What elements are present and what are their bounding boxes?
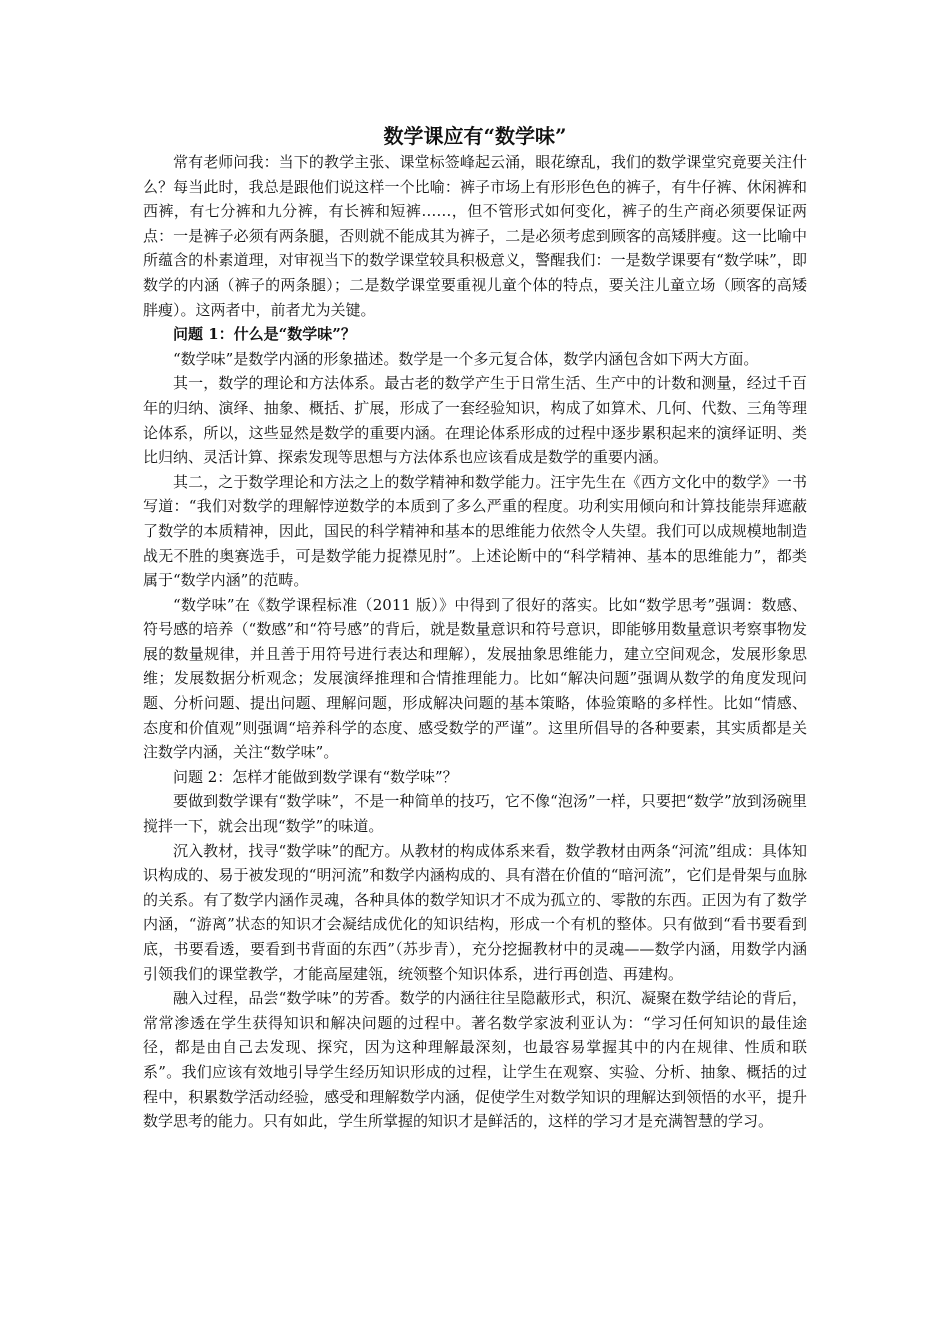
- question-2-heading: 问题 2：怎样才能做到数学课有“数学味”？: [173, 767, 458, 786]
- intro-paragraph: 常有老师问我：当下的教学主张、课堂标签峰起云涌，眼花缭乱，我们的数学课堂究竟要关注什么？每当此时，我总是跟他们说这样一个比喻：裤子市场上有形形色色的裤子，有牛仔裤、休闲裤和西裤，有七分裤和九分裤，有长裤和短裤……，但不管形式如何变化，裤子的生产商必须要保证两点：一是裤子必须有两条腿，否则就不能成其为裤子，二是必须考虑到顾客的高矮胖瘦。这一比喻中所蕴含的朴素道理，对审视当下的数学课堂较具积极意义，警醒我们：一是数学课要有“数学味”，即数学的内涵（裤子的两条腿）；二是数学课堂要重视儿童个体的特点，要关注儿童立场（顾客的高矮胖瘦）。这两者中，前者尤为关键。: [143, 153, 807, 319]
- approach-paragraph: 要做到数学课有“数学味”，不是一种简单的技巧，它不像“泡汤”一样，只要把“数学”放到汤碗里搅拌一下，就会出现“数学”的味道。: [143, 792, 807, 836]
- article-body: [143, 122, 807, 1134]
- process-paragraph: 融入过程，品尝“数学味”的芳香。数学的内涵往往呈隐蔽形式，积沉、凝聚在数学结论的背后，常常渗透在学生获得知识和解决问题的过程中。著名数学家波利亚认为：“学习任何知识的最佳途径，都是由自己去发现、探究，因为这种理解最深刻，也最容易掌握其中的内在规律、性质和联系”。我们应该有效地引导学生经历知识形成的过程，让学生在观察、实验、分析、抽象、概括的过程中，积累数学活动经验，感受和理解数学内涵，促使学生对数学知识的理解达到领悟的水平，提升数学思考的能力。只有如此，学生所掌握的知识才是鲜活的，这样的学习才是充满智慧的学习。: [143, 989, 807, 1131]
- question-1-heading: 问题 1：什么是“数学味”？: [173, 325, 356, 344]
- standard-paragraph: “数学味”在《数学课程标准（2011 版）》中得到了很好的落实。比如“数学思考”强调：数感、符号感的培养（“数感”和“符号感”的背后，就是数量意识和符号意识，即能够用数量意识考察事物发展的数量规律，并且善于用符号进行表达和理解），发展抽象思维能力，建立空间观念，发展形象思维；发展数据分析观念；发展演绎推理和合情推理能力。比如“解决问题”强调从数学的角度发现问题、分析问题、提出问题、理解问题，形成解决问题的基本策略，体验策略的多样性。比如“情感、态度和价值观”则强调“培养科学的态度、感受数学的严谨”。这里所倡导的各种要素，其实质都是关注数学内涵，关注“数学味”。: [143, 595, 807, 762]
- textbook-paragraph: 沉入教材，找寻“数学味”的配方。从教材的构成体系来看，数学教材由两条“河流”组成：具体知识构成的、易于被发现的“明河流”和数学内涵构成的、具有潜在价值的“暗河流”，它们是骨架与血脉的关系。有了数学内涵作灵魂，各种具体的数学知识才不成为孤立的、零散的东西。正因为有了数学内涵，“游离”状态的知识才会凝结成优化的知识结构，形成一个有机的整体。只有做到“看书要看到底，书要看透，要看到书背面的东西”（苏步青），充分挖掘教材中的灵魂——数学内涵，用数学内涵引领我们的课堂教学，才能高屋建瓴，统领整个知识体系，进行再创造、再建构。: [143, 841, 807, 983]
- theory-paragraph: 其一，数学的理论和方法体系。最古老的数学产生于日常生活、生产中的计数和测量，经过千百年的归纳、演绎、抽象、概括、扩展，形成了一套经验知识，构成了如算术、几何、代数、三角等理论体系，所以，这些显然是数学的重要内涵。在理论体系形成的过程中逐步累积起来的演绎证明、类比归纳、灵活计算、探索发现等思想与方法体系也应该看成是数学的重要内涵。: [143, 374, 807, 467]
- spirit-paragraph: 其二，之于数学理论和方法之上的数学精神和数学能力。汪宇先生在《西方文化中的数学》一书写道：“我们对数学的理解悖逆数学的本质到了多么严重的程度。功利实用倾向和计算技能崇拜遮蔽了数学的本质精神，因此，国民的科学精神和基本的思维能力依然令人失望。我们可以成规模地制造战无不胜的奥赛选手，可是数学能力捉襟见肘”。上述论断中的“科学精神、基本的思维能力”，都类属于“数学内涵”的范畴。: [143, 472, 807, 590]
- article-title: 数学课应有“数学味”: [383, 124, 567, 148]
- definition-paragraph: “数学味”是数学内涵的形象描述。数学是一个多元复合体，数学内涵包含如下两大方面。: [173, 349, 759, 368]
